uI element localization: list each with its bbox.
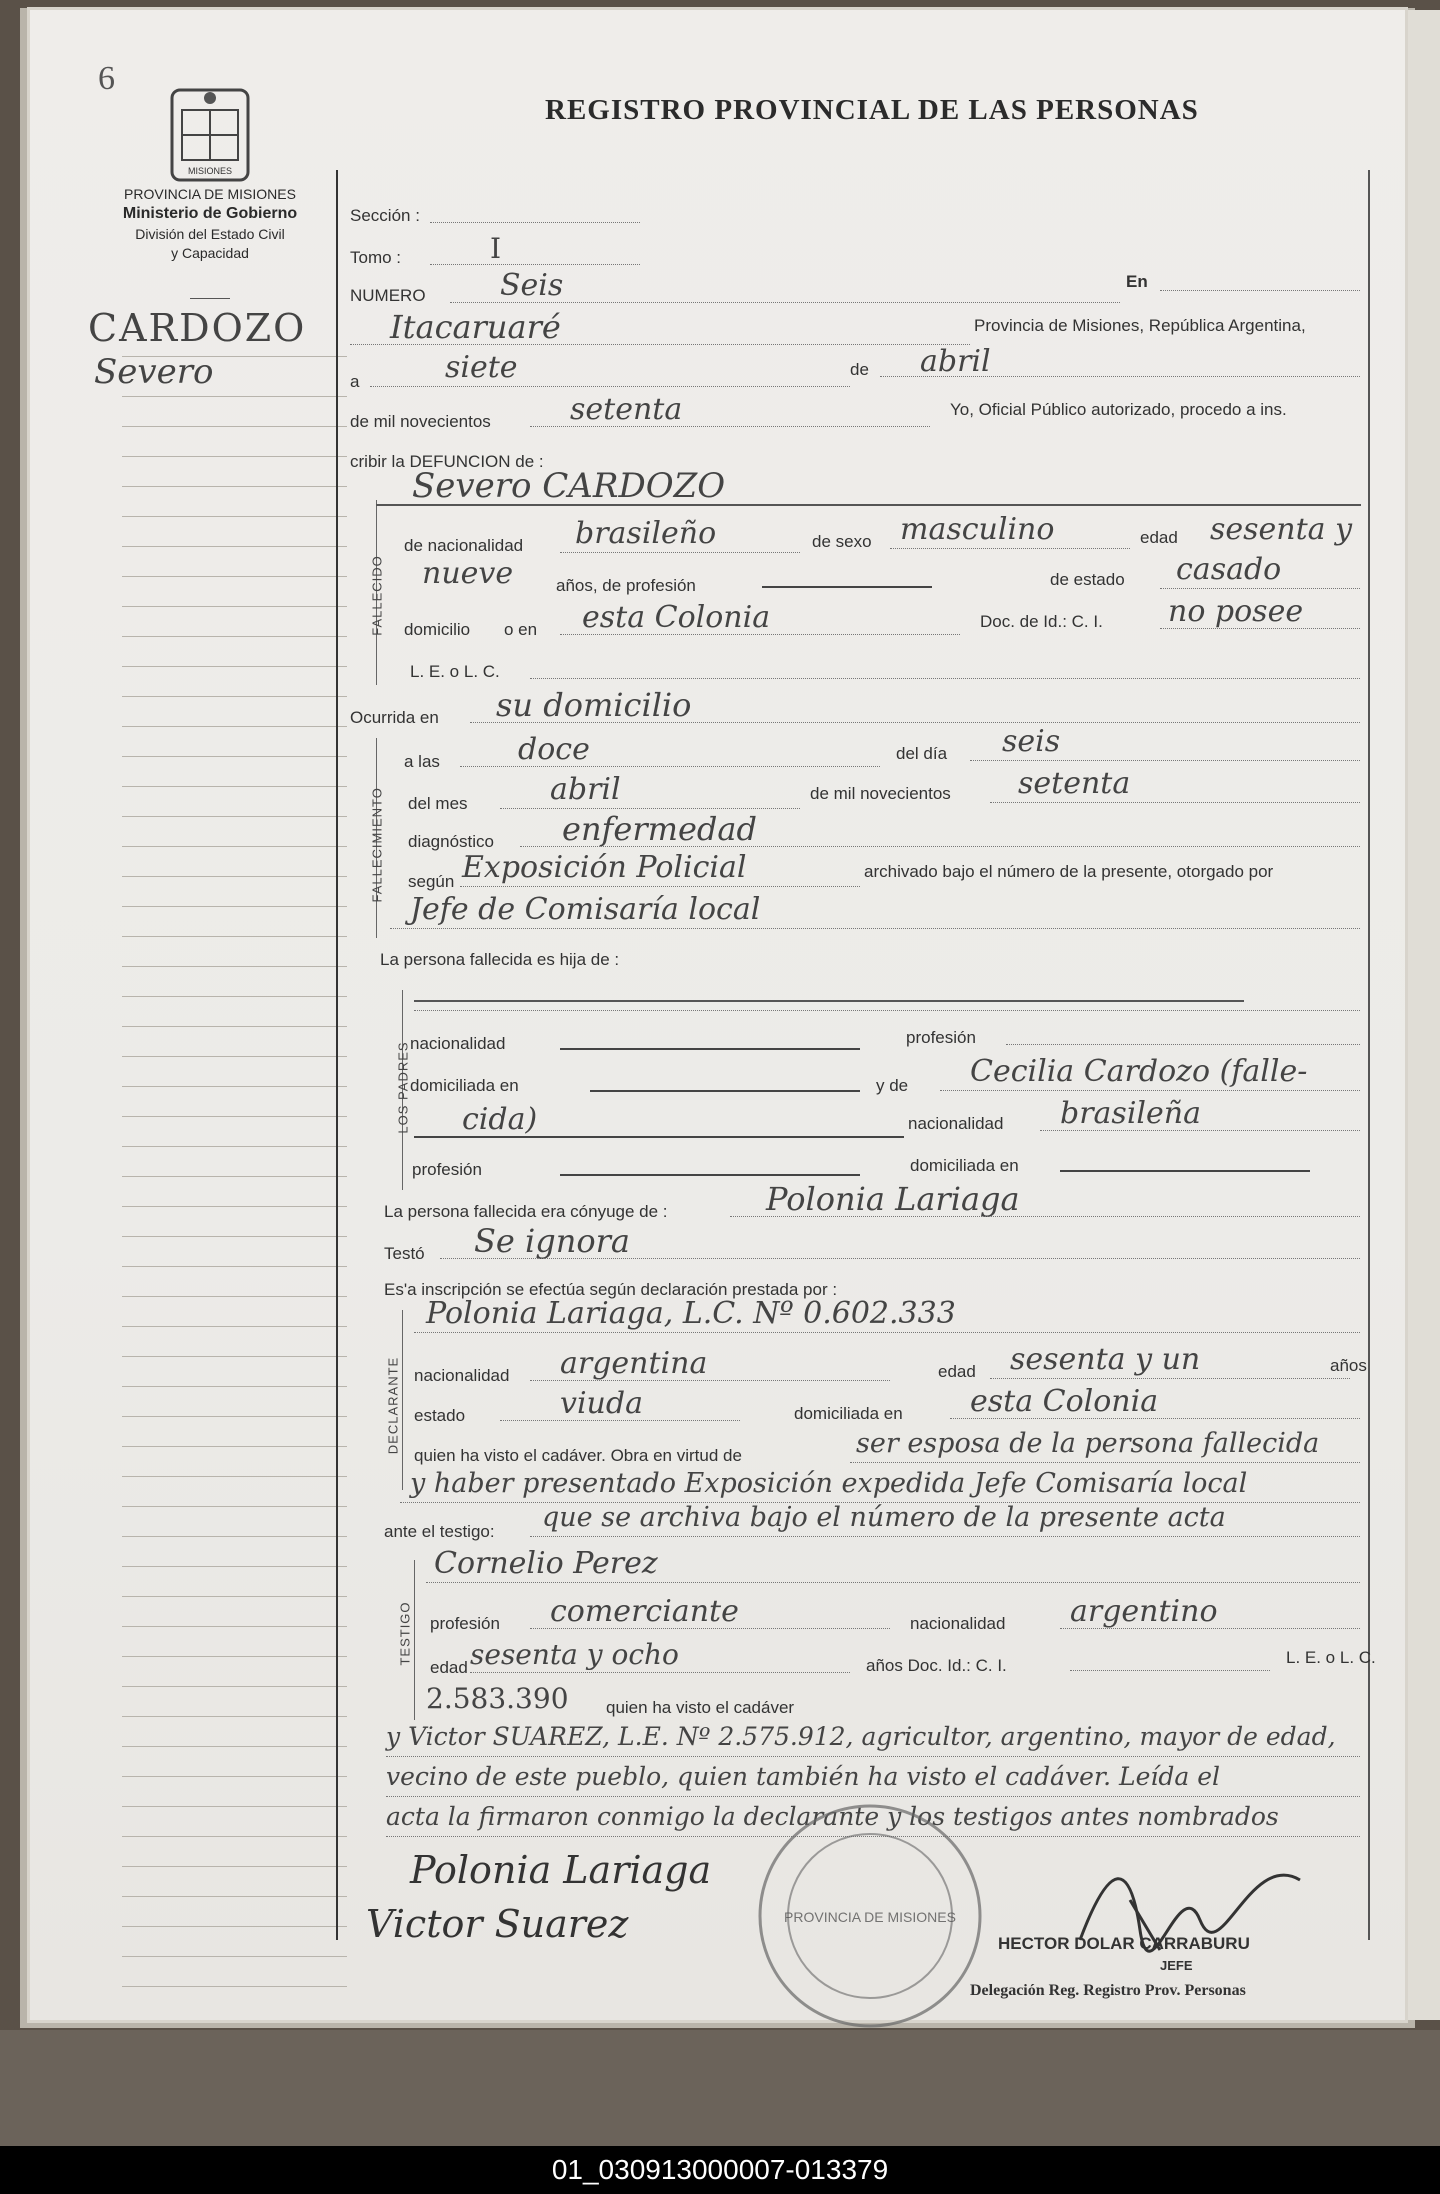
en-label: En (1126, 272, 1148, 291)
testo-value: Se ignora (474, 1222, 630, 1260)
decl-edad-line (990, 1378, 1350, 1379)
domiciliada-en3-label: domiciliada en (794, 1404, 903, 1423)
margin-line (122, 1386, 347, 1387)
nacionalidad-value: brasileño (575, 516, 717, 551)
decl-dom-value: esta Colonia (970, 1384, 1159, 1419)
extra-line-2: vecino de este pueblo, quien también ha visto el cadáver. Leída el (386, 1762, 1221, 1791)
margin-line (122, 1116, 347, 1117)
margin-line (122, 1086, 347, 1087)
mes-value: abril (920, 344, 991, 379)
dia-line (370, 386, 850, 387)
edad-value-a: sesenta y (1210, 512, 1353, 547)
test-edad-value: sesenta y ocho (470, 1638, 679, 1671)
segun-label: según (408, 872, 455, 891)
seccion-line (430, 222, 640, 223)
declarante-section-label: DECLARANTE (385, 1356, 401, 1455)
testigo-line (426, 1582, 1360, 1583)
nacionalidad-label: de nacionalidad (404, 536, 524, 555)
nombre-line (376, 504, 1361, 506)
margin-line (122, 966, 347, 967)
segun-line (460, 886, 860, 887)
madre-value-b: cida) (462, 1102, 538, 1137)
declarante-bracket (402, 1310, 403, 1490)
nombre-value: Severo CARDOZO (412, 466, 726, 506)
decl-nac-line (530, 1380, 890, 1381)
conyuge-label: La persona fallecida era cónyuge de : (384, 1202, 668, 1221)
de-label: de (850, 360, 869, 379)
estado2-label: estado (414, 1406, 466, 1425)
margin-line (122, 1776, 347, 1777)
sexo-label: de sexo (812, 532, 872, 551)
doc-label: Doc. de Id.: C. I. (980, 612, 1103, 631)
margin-line (122, 876, 347, 877)
ocurrida-label: Ocurrida en (350, 708, 439, 727)
extra-line-1-rule (386, 1756, 1360, 1757)
official-title: JEFE (1160, 1958, 1193, 1973)
place-line (350, 344, 970, 345)
anios-label: años (1330, 1356, 1367, 1375)
madre-b-line (414, 1136, 904, 1138)
testigo-value: Cornelio Perez (434, 1546, 658, 1581)
margin-line (122, 1746, 347, 1747)
en-line (1160, 290, 1360, 291)
edad3-label: edad (430, 1658, 468, 1677)
profesion-dots (1006, 1044, 1360, 1045)
margin-line (122, 1146, 347, 1147)
official-name: HECTOR DOLAR CARRABURU (998, 1934, 1250, 1953)
margin-line (122, 936, 347, 937)
cribir-label: cribir la DEFUNCION de : (350, 452, 544, 471)
signature-declarante: Polonia Lariaga (410, 1848, 712, 1892)
margin-line (122, 1356, 347, 1357)
testo-label: Testó (384, 1244, 425, 1263)
provincia-label: Provincia de Misiones, República Argentina, (974, 316, 1306, 335)
del-mes-label: del mes (408, 794, 468, 813)
margin-line (122, 1206, 347, 1207)
nacionalidad3-label: nacionalidad (908, 1114, 1004, 1133)
conyuge-value: Polonia Lariaga (766, 1180, 1020, 1218)
margin-line (122, 606, 347, 607)
margin-line (122, 1926, 347, 1927)
margin-line (122, 1446, 347, 1447)
le-lc-line (530, 678, 1360, 679)
quien-ha-visto2-label: quien ha visto el cadáver (606, 1698, 795, 1717)
nacionalidad2-line (560, 1048, 860, 1050)
margin-line (122, 1686, 347, 1687)
domicilio-en-label: o en (504, 620, 538, 639)
margin-line (122, 576, 347, 577)
adjacent-page-edge (1405, 10, 1440, 2020)
margin-line (122, 906, 347, 907)
hora-line (460, 766, 880, 767)
diagnostico-value: enfermedad (562, 810, 757, 848)
extra-line-1: y Victor SUAREZ, L.E. Nº 2.575.912, agricultor, argentino, mayor de edad, (386, 1722, 1336, 1751)
margin-line (122, 1416, 347, 1417)
oficial-label: Yo, Oficial Público autorizado, procedo a ins. (950, 400, 1287, 419)
dia-fall-value: seis (1002, 724, 1061, 759)
mes-fall-value: abril (550, 772, 621, 807)
le-lc2-label: L. E. o L. C. (1286, 1648, 1376, 1667)
mes-fall-line (500, 808, 800, 809)
test-nac-line (1060, 1628, 1360, 1629)
hija-de-label: La persona fallecida es hija de : (380, 950, 620, 969)
dia-fall-line (970, 760, 1360, 761)
ci-line (1160, 628, 1360, 629)
obra-c-line (530, 1536, 1360, 1537)
domiciliada-en-label: domiciliada en (410, 1076, 519, 1095)
madre-line (940, 1090, 1360, 1091)
seccion-label: Sección : (350, 206, 420, 225)
domicilio-line (560, 634, 960, 635)
anios-doc-label: años Doc. Id.: C. I. (866, 1656, 1007, 1675)
margin-line (122, 696, 347, 697)
margin-line (122, 1956, 347, 1957)
nacionalidad2-label: nacionalidad (410, 1034, 506, 1053)
domiciliada-line (590, 1090, 860, 1092)
decl-dom-line (950, 1418, 1360, 1419)
left-header-line: PROVINCIA DE MISIONES (124, 186, 296, 202)
right-vertical-rule (1368, 170, 1370, 1940)
test-nac-value: argentino (1070, 1594, 1218, 1629)
diagnostico-line (520, 846, 1360, 847)
margin-line (122, 756, 347, 757)
signature-testigo: Victor Suarez (366, 1902, 629, 1946)
page-title: REGISTRO PROVINCIAL DE LAS PERSONAS (545, 94, 1199, 126)
fallecimiento-section-label: FALLECIMIENTO (369, 787, 385, 903)
ante-testigo-label: ante el testigo: (384, 1522, 495, 1541)
coat-of-arms-icon (160, 80, 260, 195)
ocurrida-line (470, 722, 1360, 723)
left-header-line: y Capacidad (171, 245, 249, 261)
image-caption: 01_030913000007-013379 (0, 2146, 1440, 2194)
margin-line (122, 1266, 347, 1267)
ci-value: no posee (1168, 594, 1304, 629)
profesion2-label: profesión (412, 1160, 482, 1179)
official-office: Delegación Reg. Registro Prov. Personas (970, 1982, 1246, 1999)
estado-label: de estado (1050, 570, 1125, 589)
archivado-label: archivado bajo el número de la presente, otorgado por (864, 862, 1274, 881)
diagnostico-label: diagnóstico (408, 832, 495, 851)
decl-edad-value: sesenta y un (1010, 1342, 1201, 1377)
profesion-label: profesión (906, 1028, 976, 1047)
mes-line (880, 376, 1360, 377)
test-le-value: 2.583.390 (426, 1682, 569, 1715)
padre-line (414, 1000, 1244, 1002)
margin-name: Severo (94, 352, 214, 392)
margin-line (122, 1716, 347, 1717)
madre-nac-value: brasileña (1060, 1096, 1201, 1131)
margin-line (122, 1626, 347, 1627)
test-ci-line (1070, 1670, 1270, 1671)
sexo-line (890, 548, 1130, 549)
madre-value-a: Cecilia Cardozo (falle- (970, 1054, 1308, 1089)
ocurrida-value: su domicilio (496, 686, 692, 724)
edad-label: edad (1140, 528, 1178, 547)
decl-nac-value: argentina (560, 1346, 708, 1381)
y-de-label: y de (876, 1076, 909, 1095)
margin-line (122, 1296, 347, 1297)
tomo-line (430, 264, 640, 265)
le-lc-label: L. E. o L. C. (410, 662, 500, 681)
place-value: Itacaruaré (390, 308, 561, 346)
margin-line (122, 1896, 347, 1897)
otorgado-value: Jefe de Comisaría local (410, 892, 761, 927)
test-prof-line (530, 1628, 890, 1629)
obra-value-b: y haber presentado Exposición expedida Jefe Comisaría local (410, 1468, 1248, 1499)
numero-value: Seis (500, 268, 564, 303)
obra-a-line (850, 1462, 1360, 1463)
margin-line (122, 1536, 347, 1537)
tomo-label: Tomo : (350, 248, 402, 267)
inscripcion-label: Es'a inscripción se efectúa según declaración prestada por : (384, 1280, 838, 1299)
declarante-line (414, 1332, 1360, 1333)
tomo-value: I (490, 232, 502, 265)
margin-line (122, 1236, 347, 1237)
decl-estado-value: viuda (560, 1386, 643, 1421)
madre-nac-line (1040, 1130, 1360, 1131)
decl-estado-line (500, 1420, 740, 1421)
nacionalidad4-label: nacionalidad (414, 1366, 510, 1385)
test-edad-line (470, 1672, 850, 1673)
anios-profesion-label: años, de profesión (556, 576, 696, 595)
margin-line (122, 1026, 347, 1027)
padre-dots (414, 1010, 1360, 1011)
anio-fall-line (990, 802, 1360, 803)
anio-line (530, 426, 930, 427)
main-vertical-rule (336, 170, 338, 1940)
edad-value-b: nueve (422, 556, 514, 591)
margin-line (122, 1806, 347, 1807)
sexo-value: masculino (900, 512, 1055, 547)
de-mil-novecientos-label: de mil novecientos (350, 412, 491, 431)
estado-line (1160, 588, 1360, 589)
margin-line (122, 456, 347, 457)
edad2-label: edad (938, 1362, 976, 1381)
domicilio-value: esta Colonia (582, 600, 771, 635)
margin-line (122, 396, 347, 397)
margin-line (122, 1326, 347, 1327)
header-divider (190, 298, 230, 299)
estado-value: casado (1176, 552, 1282, 587)
svg-text:MISIONES: MISIONES (187, 166, 233, 176)
a-las-label: a las (404, 752, 440, 771)
hora-value: doce (518, 732, 590, 767)
domicilio-label: domicilio (404, 620, 471, 639)
margin-surname: CARDOZO (88, 306, 307, 350)
margin-line (122, 1506, 347, 1507)
margin-line (122, 1866, 347, 1867)
fallecido-section-label: FALLECIDO (369, 555, 385, 636)
anio-value: setenta (570, 392, 683, 427)
nacionalidad-line (560, 552, 800, 553)
margin-line (122, 726, 347, 727)
profesion3-label: profesión (430, 1614, 500, 1633)
margin-line (122, 426, 347, 427)
quien-ha-visto-label: quien ha visto el cadáver. Obra en virtud de (414, 1446, 742, 1465)
nacionalidad5-label: nacionalidad (910, 1614, 1006, 1633)
margin-line (122, 816, 347, 817)
margin-line (122, 1986, 347, 1987)
margin-line (122, 516, 347, 517)
conyuge-line (730, 1216, 1360, 1217)
left-header-line: Ministerio de Gobierno (122, 205, 298, 222)
scan-background (0, 2030, 1440, 2146)
otorgado-line (390, 928, 1360, 929)
margin-line (122, 1176, 347, 1177)
extra-line-3: acta la firmaron conmigo la declarante y los testigos antes nombrados (386, 1802, 1279, 1831)
margin-line (122, 1836, 347, 1837)
numero-label: NUMERO (350, 286, 426, 305)
margin-line (122, 1656, 347, 1657)
margin-line (122, 1566, 347, 1567)
obra-value-a: ser esposa de la persona fallecida (856, 1428, 1320, 1459)
testigo-section-label: TESTIGO (397, 1601, 413, 1666)
margin-line (122, 666, 347, 667)
margin-line (122, 486, 347, 487)
de-mil-nov2-label: de mil novecientos (810, 784, 951, 803)
profesion-line (762, 586, 932, 588)
register-page (30, 10, 1405, 2020)
margin-line (122, 546, 347, 547)
dia-value: siete (445, 350, 518, 385)
margin-line (122, 1596, 347, 1597)
margin-line (122, 996, 347, 997)
testigo-bracket (414, 1560, 415, 1720)
domiciliada2-line (1060, 1170, 1310, 1172)
margin-line (122, 356, 347, 357)
del-dia-label: del día (896, 744, 948, 763)
margin-line (122, 636, 347, 637)
margin-line (122, 1476, 347, 1477)
testo-line (440, 1258, 1360, 1259)
padres-section-label: LOS PADRES (395, 1041, 411, 1134)
profesion2-line (560, 1174, 860, 1176)
test-prof-value: comerciante (550, 1594, 739, 1629)
a-label: a (350, 372, 360, 391)
official-stamp-icon (750, 1796, 990, 2036)
page-number: 6 (98, 60, 115, 97)
left-header (90, 186, 330, 261)
svg-text:PROVINCIA DE MISIONES: PROVINCIA DE MISIONES (784, 1909, 956, 1925)
declarante-value: Polonia Lariaga, L.C. Nº 0.602.333 (426, 1296, 956, 1331)
numero-line (450, 302, 1120, 303)
margin-line (122, 846, 347, 847)
domiciliada-en2-label: domiciliada en (910, 1156, 1019, 1175)
margin-line (122, 1056, 347, 1057)
obra-value-c: que se archiva bajo el número de la presente acta (542, 1502, 1226, 1533)
left-header-line: División del Estado Civil (135, 226, 285, 242)
anio-fall-value: setenta (1018, 766, 1131, 801)
margin-line (122, 786, 347, 787)
segun-value: Exposición Policial (462, 850, 747, 885)
